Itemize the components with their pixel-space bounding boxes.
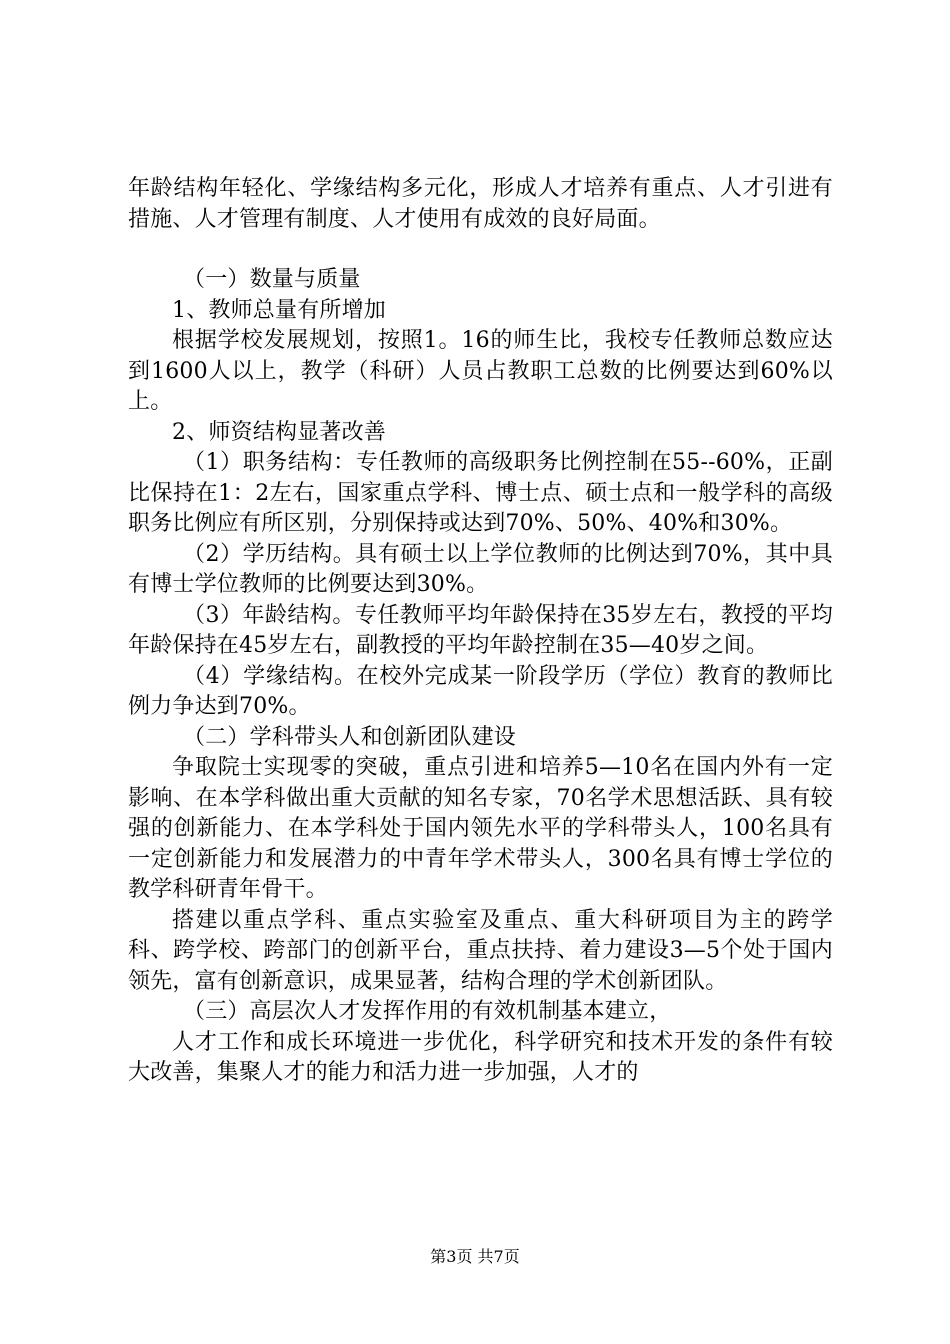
page-number-footer: 第3页 共7页 (430, 1247, 520, 1266)
paragraph-environment: 人才工作和成长环境进一步优化，科学研究和技术开发的条件有较大改善，集聚人才的能力和活力进一步加强，人才的 (128, 1029, 833, 1085)
document-body (128, 174, 833, 1089)
subheading-teacher-total: 1、教师总量有所增加 (172, 297, 386, 323)
paragraph-teacher-total: 根据学校发展规划，按照1。16的师生比，我校专任教师总数应达到1600人以上，教学（科研）人员占教职工总数的比例要达到60%以上。 (128, 328, 833, 414)
section-heading-mechanism: （三）高层次人才发挥作用的有效机制基本建立， (183, 999, 672, 1024)
paragraph-academic-origin-structure: （4）学缘结构。在校外完成某一阶段学历（学位）教育的教师比例力争达到70%。 (128, 663, 833, 719)
paragraph-position-structure: （1）职务结构：专任教师的高级职务比例控制在55--60%，正副比保持在1：2左右，国家重点学科、博士点、硕士点和一般学科的高级职务比例应有所区别，分别保持或达到70%、50%、40%和30%。 (128, 450, 833, 536)
paragraph-academician-goal: 争取院士实现零的突破，重点引进和培养5—10名在国内外有一定影响、在本学科做出重大贡献的知名专家，70名学术思想活跃、具有较强的创新能力、在本学科处于国内领先水平的学科带头人，100名具有一定创新能力和发展潜力的中青年学术带头人，300名具有博士学位的教学科研青年骨干。 (128, 755, 833, 902)
paragraph-innovation-platform: 搭建以重点学科、重点实验室及重点、重大科研项目为主的跨学科、跨学校、跨部门的创新平台，重点扶持、着力建设3—5个处于国内领先，富有创新意识，成果显著，结构合理的学术创新团队。 (128, 907, 833, 994)
section-heading-quantity-quality: （一）数量与质量 (183, 267, 361, 292)
paragraph-age-structure: （3）年龄结构。专任教师平均年龄保持在35岁左右，教授的平均年龄保持在45岁左右，副教授的平均年龄控制在35—40岁之间。 (128, 602, 833, 658)
subheading-faculty-structure: 2、师资结构显著改善 (172, 419, 386, 445)
paragraph-degree-structure: （2）学历结构。具有硕士以上学位教师的比例达到70%，其中具有博士学位教师的比例要达到30%。 (128, 541, 833, 597)
section-heading-discipline-leaders: （二）学科带头人和创新团队建设 (183, 724, 517, 750)
paragraph-continuation: 年龄结构年轻化、学缘结构多元化，形成人才培养有重点、人才引进有措施、人才管理有制度、人才使用有成效的良好局面。 (128, 176, 833, 232)
